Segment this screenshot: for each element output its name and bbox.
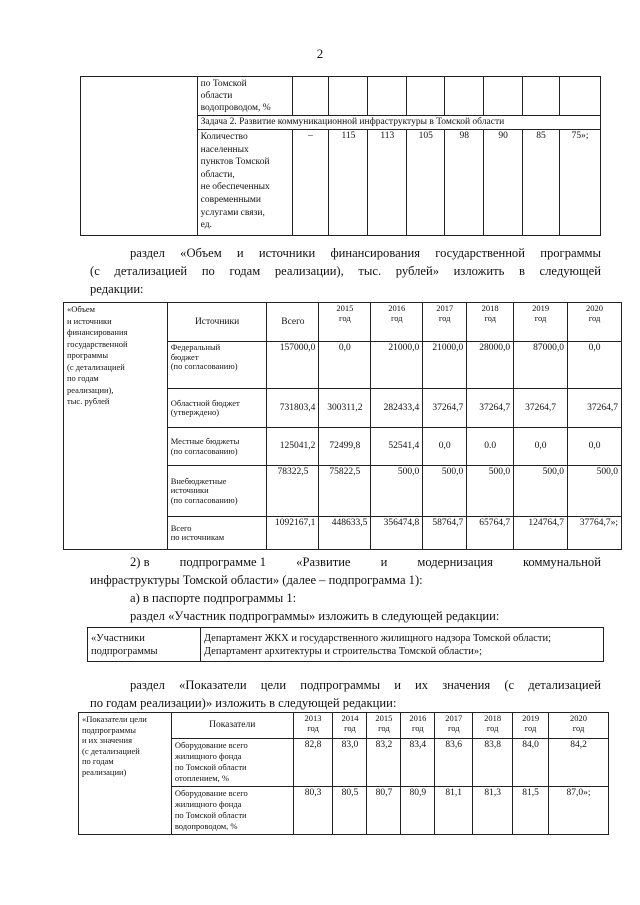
paragraph-financing-line1: раздел «Объем и источники финансирования государственной программы xyxy=(130,246,601,260)
source-label: Областной бюджет (утверждено) xyxy=(167,389,267,428)
value-cell: 28000,0 xyxy=(467,342,514,389)
value-cell: 0,0 xyxy=(514,428,568,466)
paragraph-financing-line3: редакции: xyxy=(90,282,144,296)
header-year: 2017 год xyxy=(435,713,473,739)
value-cell: 500,0 xyxy=(467,466,514,517)
value-cell: 448633,5 xyxy=(319,517,371,550)
paragraph-indicators-line1: раздел «Показатели цели подпрограммы и их значения (с детализацией xyxy=(130,678,601,692)
paragraph-subprogram-line4: раздел «Участник подпрограммы» изложить в следующей редакции: xyxy=(130,609,500,623)
value-cell: 81,5 xyxy=(513,787,549,835)
header-total: Всего xyxy=(267,303,319,342)
value-cell: 80,5 xyxy=(333,787,367,835)
value-cell: 21000,0 xyxy=(371,342,423,389)
value-cell: 300311,2 xyxy=(319,389,371,428)
value-cell: 500,0 xyxy=(371,466,423,517)
indicator-label: Оборудование всего жилищного фонда по Томской области отоплением, % xyxy=(171,739,293,787)
value-cell: 72499,8 xyxy=(319,428,371,466)
value-cell: 83,0 xyxy=(333,739,367,787)
value-cell: 87,0»; xyxy=(549,787,609,835)
page-number: 2 xyxy=(316,46,324,61)
value-cell: 87000,0 xyxy=(514,342,568,389)
value-cell: 80,9 xyxy=(401,787,435,835)
header-year: 2018 год xyxy=(467,303,514,342)
value-cell: 65764,7 xyxy=(467,517,514,550)
indicator-label: Количество населенных пунктов Томской области, не обеспеченных современными услугами связи, ед. xyxy=(197,130,292,236)
value-cell: 83,6 xyxy=(435,739,473,787)
top-left-empty-cell xyxy=(81,77,198,236)
value-cell: 75»; xyxy=(560,130,601,236)
value-cell: 500,0 xyxy=(568,466,622,517)
paragraph-subprogram-line3: а) в паспорте подпрограммы 1: xyxy=(130,591,297,605)
source-label: Всего по источникам xyxy=(167,517,267,550)
value-cell: 81,3 xyxy=(473,787,513,835)
value-cell: 83,4 xyxy=(401,739,435,787)
financing-table xyxy=(63,302,622,550)
participant-table xyxy=(87,627,604,662)
value-cell: 37264,7 xyxy=(568,389,622,428)
paragraph-indicators-line2: по годам реализации)» изложить в следующей редакции: xyxy=(90,696,397,710)
value-cell: 85 xyxy=(523,130,560,236)
value-cell: 0,0 xyxy=(319,342,371,389)
paragraph-financing-line2: (с детализацией по годам реализации), тыс. рублей» изложить в следующей xyxy=(90,264,601,278)
value-cell: 500,0 xyxy=(423,466,467,517)
top-indicator-table xyxy=(80,76,601,236)
header-year: 2015 год xyxy=(319,303,371,342)
value-cell: 125041,2 xyxy=(267,428,319,466)
header-year: 2016 год xyxy=(371,303,423,342)
indicator-label: Оборудование всего жилищного фонда по Томской области водопроводом, % xyxy=(171,787,293,835)
source-label: Местные бюджеты (по согласованию) xyxy=(167,428,267,466)
value-cell: 0,0 xyxy=(423,428,467,466)
header-year: 2019 год xyxy=(513,713,549,739)
header-sources: Источники xyxy=(167,303,267,342)
value-cell: 113 xyxy=(368,130,407,236)
value-cell: 78322,5 xyxy=(267,466,319,517)
value-cell: 37264,7 xyxy=(514,389,568,428)
indicators-table xyxy=(78,712,609,835)
value-cell: 75822,5 xyxy=(319,466,371,517)
header-year: 2016 год xyxy=(401,713,435,739)
header-year: 2018 год xyxy=(473,713,513,739)
value-cell: 84,0 xyxy=(513,739,549,787)
prev-indicator-label: по Томской области водопроводом, % xyxy=(197,77,292,116)
value-cell: 81,1 xyxy=(435,787,473,835)
participant-value: Департамент ЖКХ и государственного жилищного надзора Томской области; Департамент архитектуры и строительства Томской области»; xyxy=(200,628,603,662)
value-cell: 21000,0 xyxy=(423,342,467,389)
value-cell: 52541,4 xyxy=(371,428,423,466)
value-cell: 83,8 xyxy=(473,739,513,787)
header-year: 2020 год xyxy=(549,713,609,739)
indicators-left-label: «Показатели цели подпрограммы и их значения (с детализацией по годам реализации) xyxy=(79,713,172,835)
task-header: Задача 2. Развитие коммуникационной инфраструктуры в Томской области xyxy=(197,116,600,130)
value-cell: 80,3 xyxy=(293,787,333,835)
value-cell: 1092167,1 xyxy=(267,517,319,550)
value-cell: 58764,7 xyxy=(423,517,467,550)
value-cell: 115 xyxy=(329,130,368,236)
header-year: 2020 год xyxy=(568,303,622,342)
paragraph-subprogram-line1: 2) в подпрограмме 1 «Развитие и модернизация коммунальной xyxy=(130,555,601,569)
value-cell: 105 xyxy=(407,130,445,236)
participant-label: «Участники подпрограммы xyxy=(88,628,201,662)
financing-left-label: «Объем и источники финансирования государственной программы (с детализацией по годам реализации), тыс. рублей xyxy=(64,303,168,550)
value-cell: 84,2 xyxy=(549,739,609,787)
value-cell: 731803,4 xyxy=(267,389,319,428)
value-cell: 80,7 xyxy=(367,787,401,835)
value-cell: 37264,7 xyxy=(423,389,467,428)
value-cell: 82,8 xyxy=(293,739,333,787)
value-cell: 124764,7 xyxy=(514,517,568,550)
source-label: Федеральный бюджет (по согласованию) xyxy=(167,342,267,389)
value-cell: 37264,7 xyxy=(467,389,514,428)
value-cell: 37764,7»; xyxy=(568,517,622,550)
value-cell: 282433,4 xyxy=(371,389,423,428)
value-cell: 83,2 xyxy=(367,739,401,787)
header-year: 2017 год xyxy=(423,303,467,342)
source-label: Внебюджетные источники (по согласованию) xyxy=(167,466,267,517)
paragraph-subprogram-line2: инфраструктуры Томской области» (далее – подпрограмма 1): xyxy=(90,573,423,587)
value-cell: 0,0 xyxy=(568,342,622,389)
value-cell: 356474,8 xyxy=(371,517,423,550)
header-year: 2019 год xyxy=(514,303,568,342)
value-cell: – xyxy=(292,130,329,236)
value-cell: 500,0 xyxy=(514,466,568,517)
value-cell: 98 xyxy=(445,130,484,236)
header-year: 2015 год xyxy=(367,713,401,739)
header-year: 2013 год xyxy=(293,713,333,739)
value-cell: 90 xyxy=(484,130,523,236)
value-cell: 0,0 xyxy=(568,428,622,466)
header-indicators: Показатели xyxy=(171,713,293,739)
value-cell: 0.0 xyxy=(467,428,514,466)
header-year: 2014 год xyxy=(333,713,367,739)
value-cell: 157000,0 xyxy=(267,342,319,389)
